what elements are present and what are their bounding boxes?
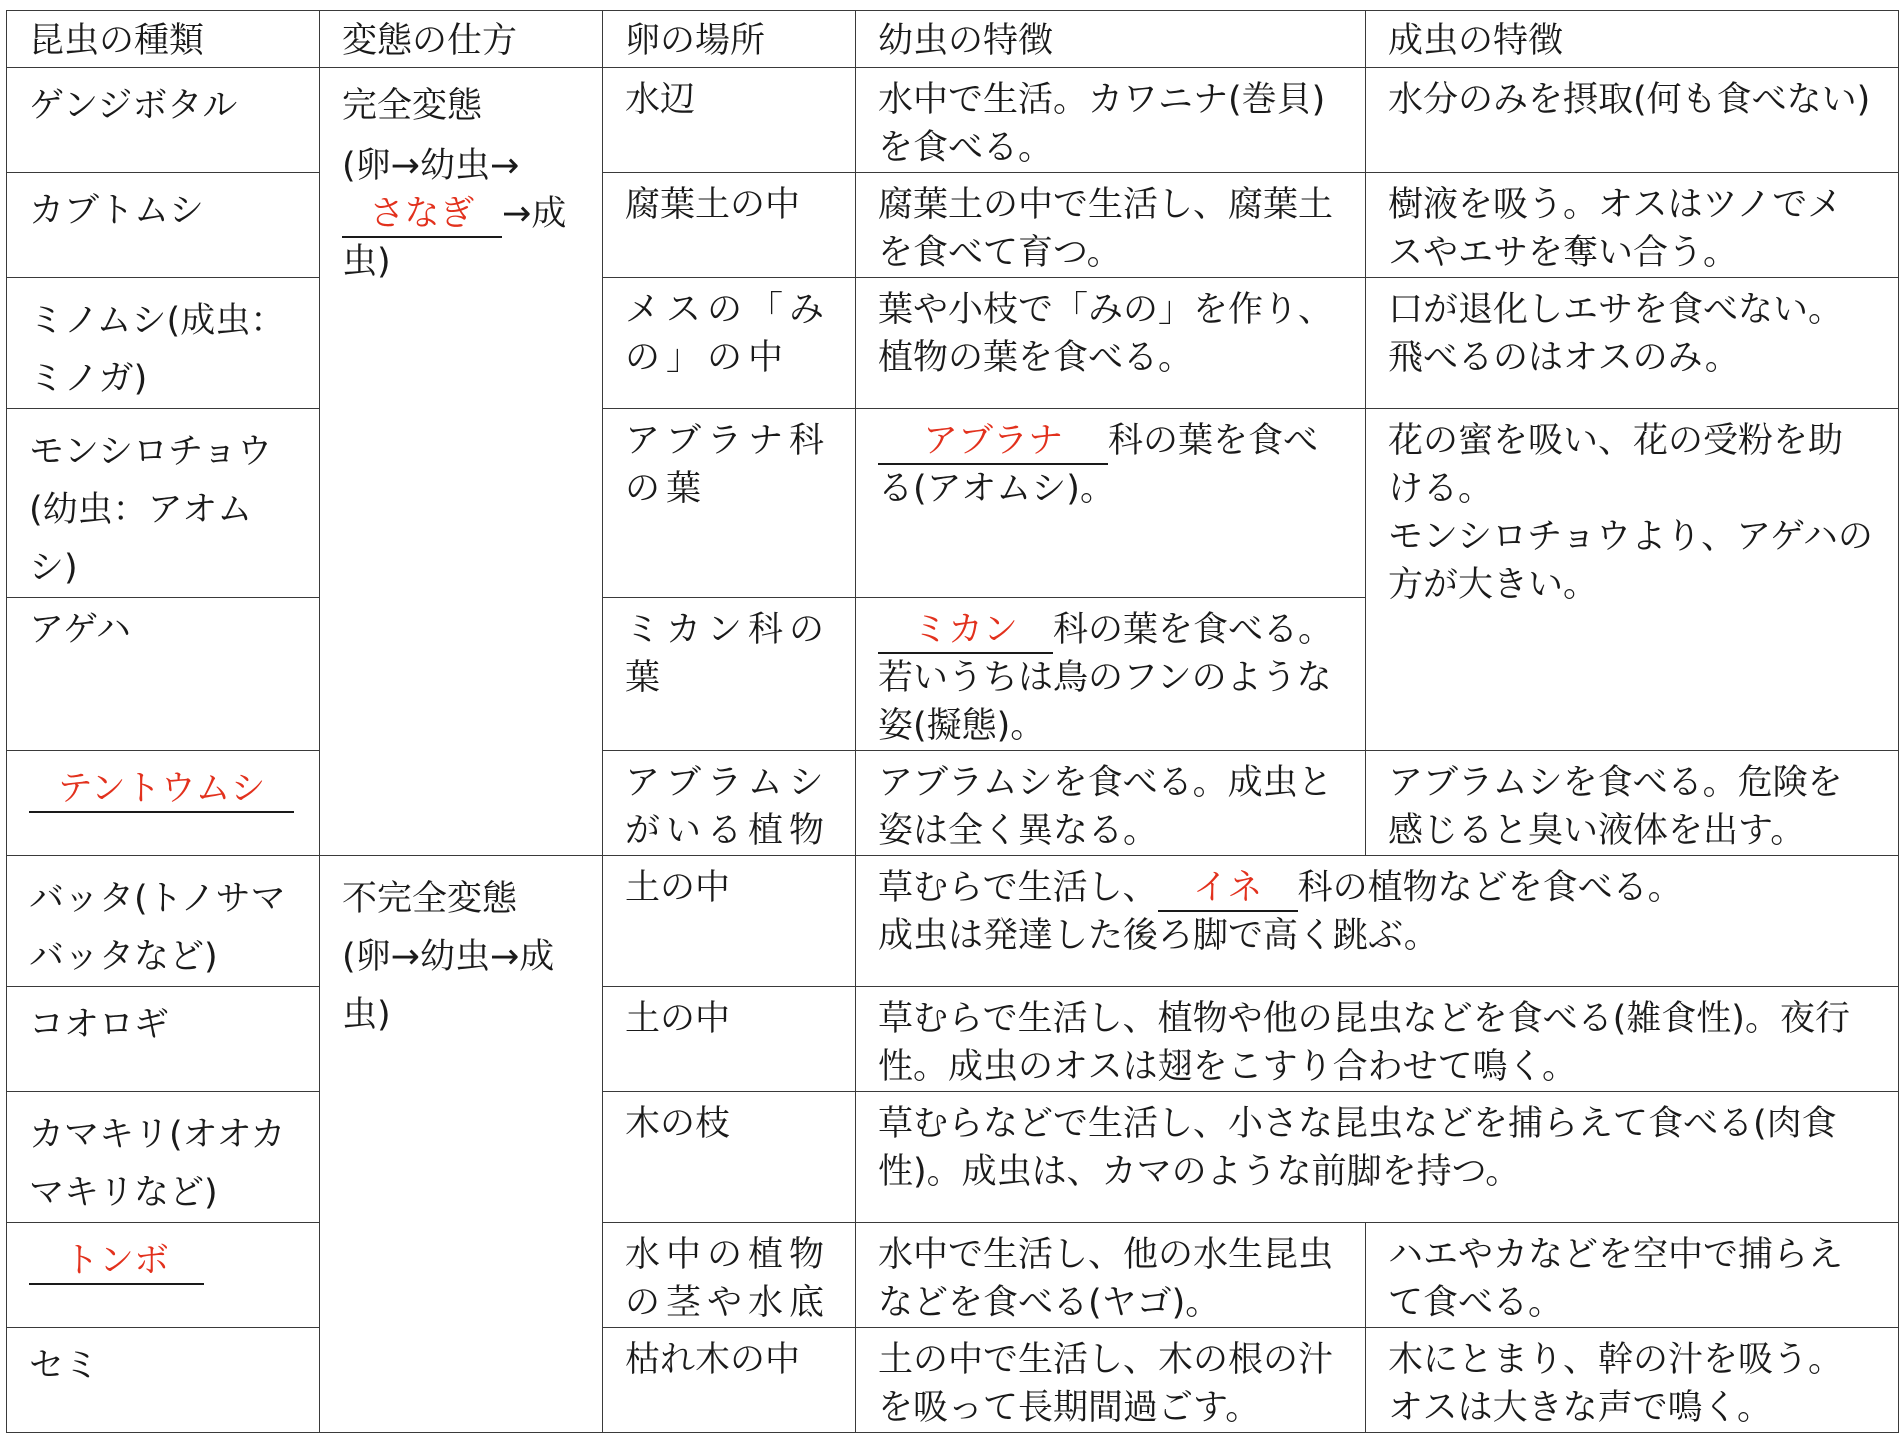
header-egg-location: 卵の場所 — [603, 11, 856, 68]
answer-grass: イネ — [1158, 866, 1298, 912]
features-line-2: 成虫は発達した後ろ脚で高く跳ぶ。 — [878, 916, 1439, 956]
header-insect-type: 昆虫の種類 — [7, 11, 320, 68]
table-row — [7, 278, 1899, 409]
larva-features: 腐葉土の中で生活し、腐葉土を食べて育つ。 — [856, 173, 1366, 278]
larva-features: 水中で生活。カワニナ(巻貝)を食べる。 — [856, 68, 1366, 173]
table-row — [7, 1223, 1899, 1328]
larva-text: 科の葉を食べる(アオムシ)。 — [878, 421, 1319, 509]
egg-location: アブラナ科の葉 — [603, 409, 856, 598]
larva-text: 科の葉を食べる。若いうちは鳥のフンのような姿(擬態)。 — [878, 610, 1334, 746]
insect-name: カブトムシ — [7, 173, 320, 278]
adult-text-2: モンシロチョウより、アゲハの方が大きい。 — [1388, 517, 1873, 605]
egg-location: 土の中 — [603, 856, 856, 987]
egg-location: メスの「みの」の中 — [603, 278, 856, 409]
answer-pupa: さなぎ — [342, 192, 502, 238]
egg-location: ミカン科の葉 — [603, 598, 856, 751]
insect-name — [7, 1223, 320, 1328]
metamorphosis-label: 完全変態 — [342, 86, 483, 126]
answer-dragonfly: トンボ — [29, 1239, 204, 1285]
larva-features: 水中で生活し、他の水生昆虫などを食べる(ヤゴ)。 — [856, 1223, 1366, 1328]
answer-brassica: アブラナ — [878, 419, 1108, 465]
adult-text-1: 花の蜜を吸い、花の受粉を助ける。 — [1388, 421, 1844, 509]
insect-name: ゲンジボタル — [7, 68, 320, 173]
egg-location: 水辺 — [603, 68, 856, 173]
adult-features — [1366, 409, 1899, 751]
header-row — [7, 11, 1899, 68]
metamorphosis-complete — [320, 68, 603, 856]
table-row — [7, 856, 1899, 987]
features-text: 草むらで生活し、 — [878, 868, 1158, 908]
answer-ladybug: テントウムシ — [29, 767, 294, 813]
insect-name: バッタ(トノサマバッタなど) — [7, 856, 320, 987]
adult-features: 口が退化しエサを食べない。飛べるのはオスのみ。 — [1366, 278, 1899, 409]
insect-name: モンシロチョウ(幼虫：アオムシ) — [7, 409, 320, 598]
larva-features: 土の中で生活し、木の根の汁を吸って長期間過ごす。 — [856, 1328, 1366, 1433]
larva-features — [856, 409, 1366, 598]
metamorphosis-sequence: (卵→幼虫→成虫) — [342, 937, 555, 1035]
adult-features: アブラムシを食べる。危険を感じると臭い液体を出す。 — [1366, 751, 1899, 856]
table-row — [7, 1328, 1899, 1433]
egg-location: 土の中 — [603, 987, 856, 1092]
combined-features — [856, 856, 1899, 987]
table-row — [7, 987, 1899, 1092]
insect-table — [6, 10, 1899, 1433]
insect-name: カマキリ(オオカマキリなど) — [7, 1092, 320, 1223]
table-row — [7, 173, 1899, 278]
metamorphosis-label: 不完全変態 — [342, 879, 518, 919]
sequence-text-end: →成虫) — [342, 194, 567, 282]
insect-name: アゲハ — [7, 598, 320, 751]
metamorphosis-incomplete — [320, 856, 603, 1433]
adult-features: ハエやカなどを空中で捕らえて食べる。 — [1366, 1223, 1899, 1328]
larva-features — [856, 598, 1366, 751]
adult-features: 木にとまり、幹の汁を吸う。オスは大きな声で鳴く。 — [1366, 1328, 1899, 1433]
table-row — [7, 1092, 1899, 1223]
insect-name — [7, 751, 320, 856]
header-larva-features: 幼虫の特徴 — [856, 11, 1366, 68]
combined-features: 草むらなどで生活し、小さな昆虫などを捕らえて食べる(肉食性)。成虫は、カマのような前脚を持つ。 — [856, 1092, 1899, 1223]
table-row — [7, 68, 1899, 173]
larva-features: アブラムシを食べる。成虫と姿は全く異なる。 — [856, 751, 1366, 856]
adult-features: 水分のみを摂取(何も食べない) — [1366, 68, 1899, 173]
table-row — [7, 751, 1899, 856]
egg-location: 水中の植物の茎や水底 — [603, 1223, 856, 1328]
insect-name: コオロギ — [7, 987, 320, 1092]
larva-features: 葉や小枝で「みの」を作り、植物の葉を食べる。 — [856, 278, 1366, 409]
combined-features: 草むらで生活し、植物や他の昆虫などを食べる(雑食性)。夜行性。成虫のオスは翅をこすり合わせて鳴く。 — [856, 987, 1899, 1092]
sequence-text: (卵→幼虫→ — [342, 146, 520, 186]
header-adult-features: 成虫の特徴 — [1366, 11, 1899, 68]
table-row — [7, 409, 1899, 598]
egg-location: 枯れ木の中 — [603, 1328, 856, 1433]
header-metamorphosis: 変態の仕方 — [320, 11, 603, 68]
features-line-1 — [878, 864, 1876, 912]
egg-location: 木の枝 — [603, 1092, 856, 1223]
features-text: 科の植物などを食べる。 — [1297, 868, 1683, 908]
insect-name: ミノムシ(成虫：ミノガ) — [7, 278, 320, 409]
metamorphosis-sequence — [342, 142, 580, 286]
answer-citrus: ミカン — [878, 608, 1053, 654]
insect-name: セミ — [7, 1328, 320, 1433]
adult-features: 樹液を吸う。オスはツノでメスやエサを奪い合う。 — [1366, 173, 1899, 278]
egg-location: アブラムシがいる植物 — [603, 751, 856, 856]
egg-location: 腐葉土の中 — [603, 173, 856, 278]
